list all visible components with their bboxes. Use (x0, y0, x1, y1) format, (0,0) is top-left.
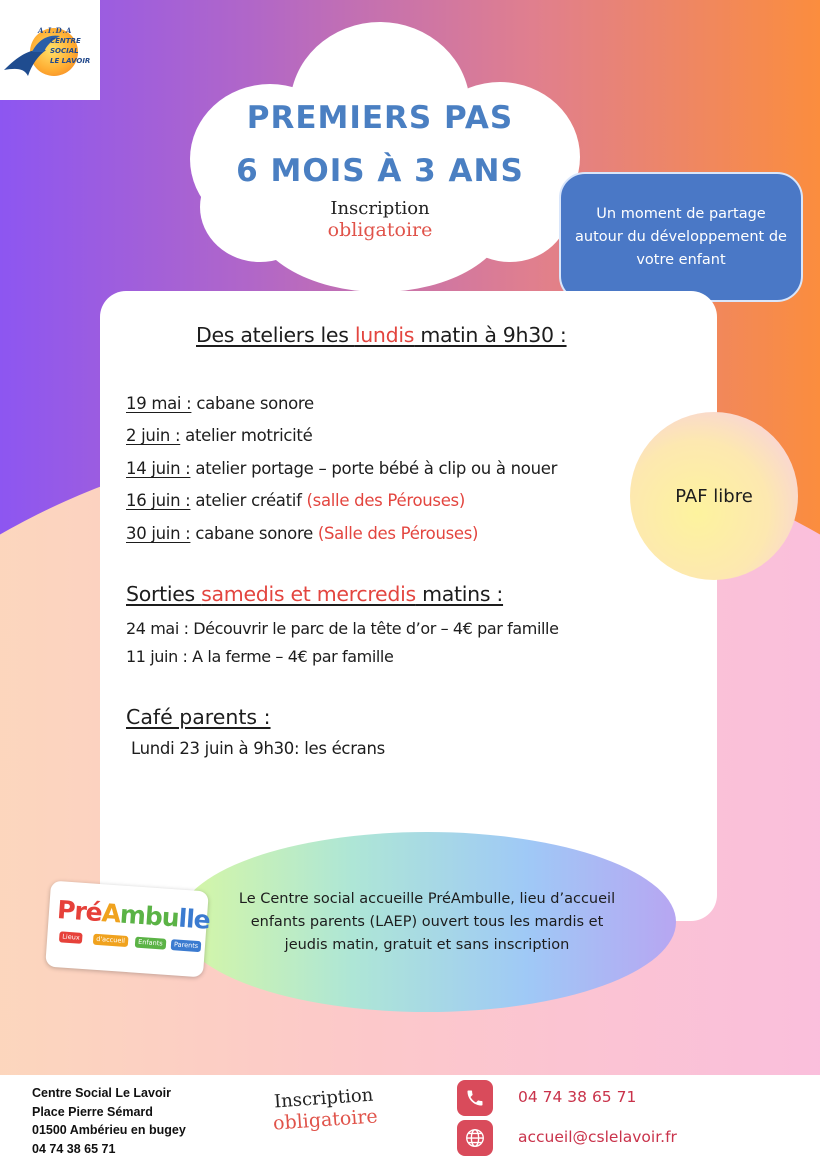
footer-inscription-label: Inscription (273, 1084, 374, 1113)
workshop-item: 30 juin : cabane sonore (Salle des Pérouses) (126, 524, 479, 543)
preambulle-tag: Lieux (59, 931, 83, 944)
logo-acronym: A.I.D.A (38, 26, 73, 35)
footer-phone-number[interactable]: 04 74 38 65 71 (518, 1088, 637, 1106)
globe-icon[interactable] (457, 1120, 493, 1156)
footer-address: Centre Social Le Lavoir Place Pierre Sémard 01500 Ambérieu en bugey 04 74 38 65 71 (32, 1086, 186, 1156)
paf-libre-badge: PAF libre (630, 412, 798, 580)
preambulle-tag: Enfants (135, 937, 166, 950)
page-title-line-2: 6 MOIS À 3 ANS (236, 153, 524, 189)
workshop-item: 14 juin : atelier portage – porte bébé à clip ou à nouer (126, 459, 558, 478)
preambulle-info-bubble: Le Centre social accueille PréAmbulle, lieu d’accueil enfants parents (LAEP) ouvert tous les mardis et jeudis matin, gratuit et sans inscription (178, 832, 676, 1012)
inscription-label: Inscription (330, 198, 430, 219)
sortie-item: 11 juin : A la ferme – 4€ par famille (126, 647, 394, 666)
preambulle-tag: d'accueil (93, 934, 128, 947)
footer-obligatoire-label: obligatoire (272, 1105, 379, 1135)
logo-line-1: CENTRE (50, 37, 81, 45)
preambulle-tag: Parents (171, 939, 202, 952)
sortie-item: 24 mai : Découvrir le parc de la tête d’or – 4€ par famille (126, 619, 559, 638)
cafe-parents-heading: Café parents : (126, 705, 271, 729)
cafe-parents-detail: Lundi 23 juin à 9h30: les écrans (131, 739, 385, 758)
footer-email[interactable]: accueil@cslelavoir.fr (518, 1128, 677, 1146)
preambulle-logo (45, 881, 209, 978)
workshop-item: 16 juin : atelier créatif (salle des Pérouses) (126, 491, 465, 510)
moment-info-box: Un moment de partage autour du développement de votre enfant (559, 172, 803, 302)
phone-icon[interactable] (457, 1080, 493, 1116)
obligatoire-label: obligatoire (327, 219, 433, 241)
logo-line-2: SOCIAL (50, 47, 79, 55)
page-title-line-1: PREMIERS PAS (246, 100, 514, 136)
program-card (100, 291, 717, 921)
workshops-heading: Des ateliers les lundis matin à 9h30 : (196, 323, 567, 347)
sorties-heading: Sorties samedis et mercredis matins : (126, 582, 504, 606)
logo-line-3: LE LAVOIR (50, 57, 91, 65)
footer (0, 1075, 820, 1160)
workshop-item: 19 mai : cabane sonore (126, 394, 314, 413)
centre-social-logo (0, 0, 100, 100)
workshop-item: 2 juin : atelier motricité (126, 426, 313, 445)
preambulle-wordmark: PréAmbulle (56, 895, 211, 935)
